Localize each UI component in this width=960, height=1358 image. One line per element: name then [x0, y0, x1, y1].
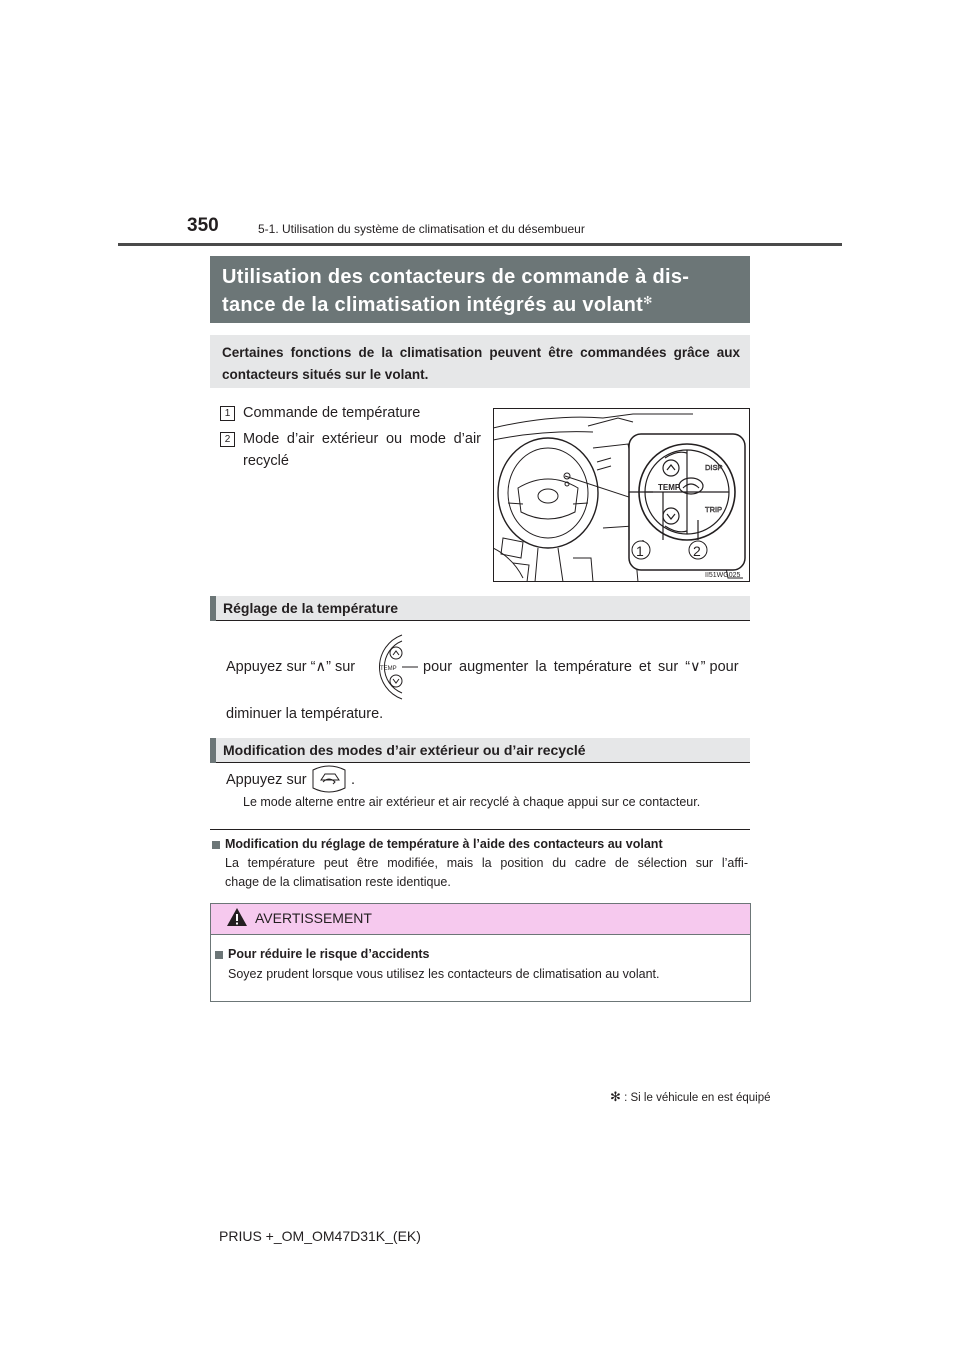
footnote-text: : Si le véhicule en est équipé	[624, 1092, 771, 1104]
page-title	[222, 263, 747, 319]
temp-heading-bar	[210, 596, 216, 621]
footnote-asterisk: ✻	[610, 1089, 621, 1104]
warning-bullet-icon	[215, 951, 223, 959]
item-2-label: Mode d’air extérieur ou mode d’air recyclé	[243, 431, 481, 469]
figure-callout-2: 2	[693, 543, 701, 559]
air-note: Le mode alterne entre air extérieur et air recyclé à chaque appui sur ce contacteur.	[243, 795, 701, 809]
figure-code: II51WG025	[705, 572, 741, 579]
section-path: 5-1. Utilisation du système de climatisation et du désembueur	[258, 222, 585, 236]
section-divider	[210, 829, 750, 830]
air-instruction-start: Appuyez sur	[226, 772, 307, 788]
temp-text-c: pour augmenter la température et sur “	[423, 659, 691, 675]
air-heading-bar	[210, 738, 216, 763]
intro-text: Certaines fonctions de la climatisation peuvent être commandées grâce aux contacteurs situés sur le volant.	[222, 345, 740, 382]
figure-trip-label: TRIP	[705, 505, 723, 514]
info-line-1: La température peut être modifiée, mais la position du cadre de sélection sur l’affi-	[225, 856, 748, 870]
temp-switch-icon	[362, 633, 418, 701]
temp-heading: Réglage de la température	[223, 600, 399, 616]
warning-triangle-icon	[226, 907, 248, 927]
temp-text-d: ” pour	[700, 659, 739, 675]
info-line-2: chage de la climatisation reste identique.	[225, 875, 451, 889]
title-asterisk: ✻	[643, 295, 653, 307]
figure-callout-1: 1	[636, 543, 644, 559]
footer-doc-code: PRIUS +_OM_OM47D31K_(EK)	[219, 1228, 421, 1244]
item-2-number: 2	[220, 432, 235, 447]
figure-disp-label: DISP	[705, 463, 723, 472]
info-bullet-icon	[212, 841, 220, 849]
temp-icon-label: TEMP	[380, 666, 397, 672]
title-line-1: Utilisation des contacteurs de commande à dis-	[222, 266, 690, 288]
warning-heading: Pour réduire le risque d’accidents	[228, 947, 430, 961]
title-line-2-text: tance de la climatisation intégrés au volant	[222, 294, 644, 316]
steering-wheel-illustration	[493, 408, 750, 582]
item-1-label: Commande de température	[243, 405, 421, 421]
warning-title: AVERTISSEMENT	[255, 910, 372, 926]
title-line-2	[222, 291, 747, 319]
recirculation-switch-icon	[311, 764, 347, 794]
temp-instruction-wrap: diminuer la température.	[226, 706, 384, 722]
temp-text-b: ” sur	[326, 659, 356, 675]
figure-temp-label: TEMP	[658, 483, 681, 492]
warning-text: Soyez prudent lorsque vous utilisez les contacteurs de climatisation au volant.	[228, 967, 660, 981]
down-symbol: ∨	[690, 659, 701, 675]
temp-text-a: Appuyez sur “	[226, 659, 316, 675]
info-heading: Modification du réglage de température à l’aide des contacteurs au volant	[225, 837, 663, 851]
air-heading: Modification des modes d’air extérieur ou d’air recyclé	[223, 742, 586, 758]
temp-instruction-end	[423, 659, 739, 675]
temp-instruction-start	[226, 659, 355, 675]
up-symbol: ∧	[315, 659, 327, 675]
header-rule	[118, 243, 842, 246]
footnote	[610, 1089, 771, 1105]
air-instruction-end: .	[351, 772, 356, 788]
page-number: 350	[187, 215, 219, 236]
item-1-number: 1	[220, 406, 235, 421]
